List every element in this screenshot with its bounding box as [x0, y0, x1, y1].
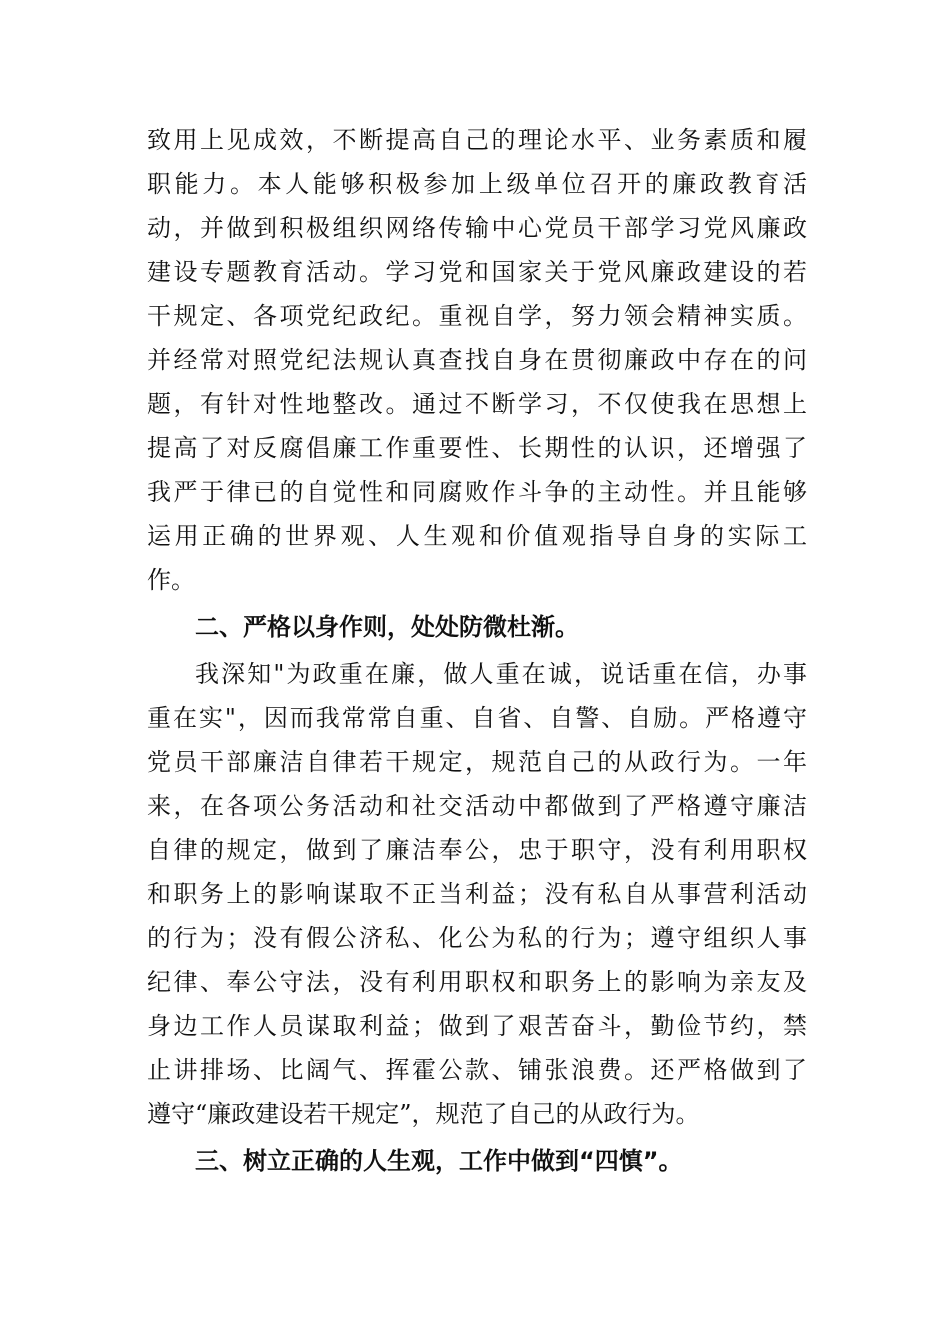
paragraph-2 — [147, 652, 807, 1136]
text-line: 我深知"为政重在廉，做人重在诚，说话重在信，办事 — [195, 660, 807, 688]
text-line: 的行为；没有假公济私、化公为私的行为；遵守组织人事 — [147, 924, 807, 952]
text-line: 止讲排场、比阔气、挥霍公款、铺张浪费。还严格做到了 — [147, 1056, 807, 1084]
text-line: 并经常对照党纪法规认真查找自身在贯彻廉政中存在的问 — [147, 346, 807, 374]
text-line: 动，并做到积极组织网络传输中心党员干部学习党风廉政 — [147, 214, 807, 242]
text-line: 提高了对反腐倡廉工作重要性、长期性的认识，还增强了 — [147, 434, 807, 462]
text-line: 建设专题教育活动。学习党和国家关于党风廉政建设的若 — [147, 258, 807, 286]
text-line: 自律的规定，做到了廉洁奉公，忠于职守，没有利用职权 — [147, 836, 807, 864]
text-line: 身边工作人员谋取利益；做到了艰苦奋斗，勤俭节约，禁 — [147, 1012, 807, 1040]
text-line: 纪律、奉公守法，没有利用职权和职务上的影响为亲友及 — [147, 968, 807, 996]
text-line: 题，有针对性地整改。通过不断学习，不仅使我在思想上 — [147, 390, 807, 418]
text-line: 遵守“廉政建设若干规定”，规范了自己的从政行为。 — [147, 1100, 700, 1128]
section-heading-2: 二、严格以身作则，处处防微杜渐。 — [195, 613, 579, 641]
text-line: 重在实"，因而我常常自重、自省、自警、自励。严格遵守 — [147, 704, 807, 732]
text-line: 职能力。本人能够积极参加上级单位召开的廉政教育活 — [147, 170, 807, 198]
text-line: 运用正确的世界观、人生观和价值观指导自身的实际工 — [147, 522, 807, 550]
text-line: 来，在各项公务活动和社交活动中都做到了严格遵守廉洁 — [147, 792, 807, 820]
paragraph-1 — [147, 118, 807, 602]
text-line: 党员干部廉洁自律若干规定，规范自己的从政行为。一年 — [147, 748, 807, 776]
section-heading-3: 三、树立正确的人生观，工作中做到“四慎”。 — [195, 1147, 683, 1175]
text-line: 作。 — [147, 566, 195, 594]
text-line: 我严于律已的自觉性和同腐败作斗争的主动性。并且能够 — [147, 478, 807, 506]
document-body — [147, 118, 807, 1186]
text-line: 致用上见成效，不断提高自己的理论水平、业务素质和履 — [147, 126, 807, 154]
text-line: 干规定、各项党纪政纪。重视自学，努力领会精神实质。 — [147, 302, 807, 330]
text-line: 和职务上的影响谋取不正当利益；没有私自从事营利活动 — [147, 880, 807, 908]
